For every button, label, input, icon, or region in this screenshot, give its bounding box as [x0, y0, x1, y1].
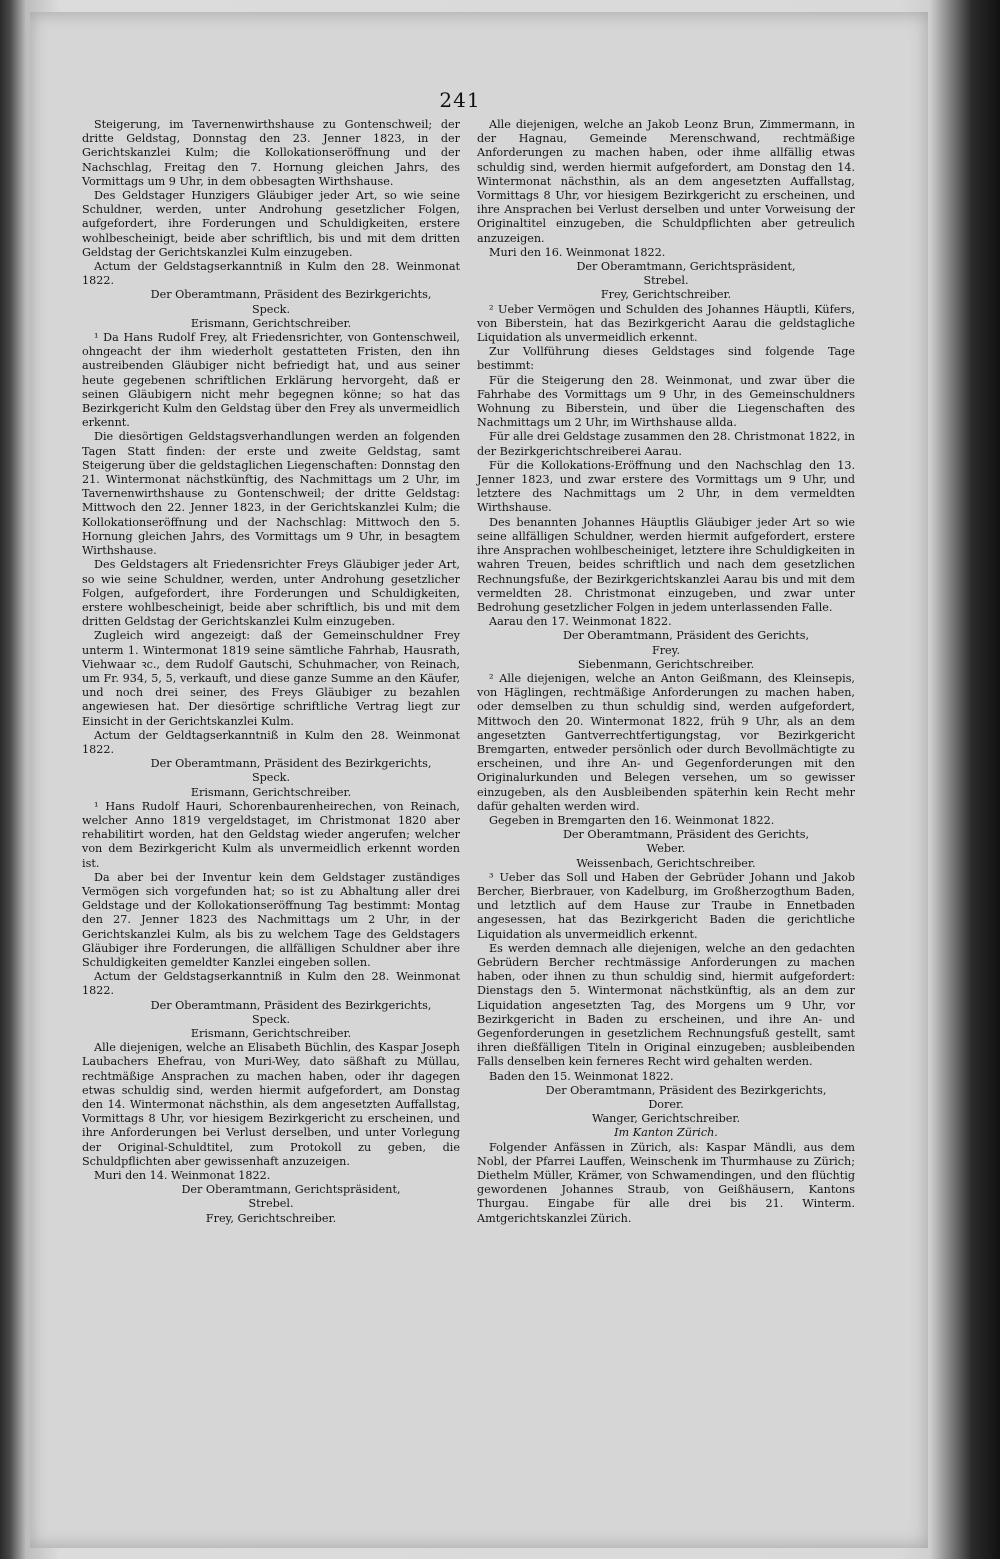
left-column-dateline: Actum der Geldtagserkanntniß in Kulm den 28. Weinmonat 1822. [82, 728, 460, 756]
left-column-para: Die diesörtigen Geldstagsverhandlungen werden an folgenden Tagen Statt finden: der erste und zweite Geldstag, samt Steigerung über die geldstaglichen Liegenschaften: Donnstag den 21. Wintermonat nächstkünftig, des Nachmittags um 2 Uhr, im Tavernenwirthshause zu Gontenschweil; der dritte Geldstag: Mittwoch den 22. Jenner 1823, in der Gerichtskanzlei Kulm; die Kollokationseröffnung und der Nachschlag: Mittwoch den 5. Hornung gleichen Jahrs, des Vormittags um 9 Uhr, in besagtem Wirthshause. [82, 430, 460, 558]
right-column-heading: Im Kanton Zürich. [614, 1126, 718, 1140]
left-column-para: Zugleich wird angezeigt: daß der Gemeinschuldner Frey unterm 1. Wintermonat 1819 seine sämtliche Fahrhab, Hausrath, Viehwaar ꝛc., dem Rudolf Gautschi, Schuhmacher, von Reinach, um Fr. 934, 5, 5, verkauft, und diese ganze Summe an den Käufer, und noch drei seiner, des Freys Gläubiger zu bezahlen angewiesen hat. Der diesörtige schriftliche Vertrag liegt zur Einsicht in der Gerichtskanzlei Kulm. [82, 629, 460, 728]
right-column-signL: Der Oberamtmann, Gerichtspräsident, [576, 260, 796, 274]
right-column-para: Folgender Anfässen in Zürich, als: Kaspar Mändli, aus dem Nobl, der Pfarrei Lauffen, Weinschenk im Thurmhause zu Zürich; Diethelm Müller, Krämer, von Schwamendingen, und den flüchtig gewordenen Johannes Straub, von Geißhäusern, Kantons Thurgau. Eingabe für alle drei bis 21. Winterm. Amtgerichtskanzlei Zürich. [477, 1140, 855, 1225]
left-column-dateline: Actum der Geldstagserkanntniß in Kulm den 28. Weinmonat 1822. [82, 260, 460, 288]
right-column-sign: Frey. [651, 643, 681, 657]
right-column-para: Für die Kollokations-Eröffnung und den Nachschlag den 13. Jenner 1823, und zwar erstere des Vormittags um 9 Uhr, und letztere des Nachmittags um 2 Uhr, in dem vermeldten Wirthshause. [477, 458, 855, 515]
right-column-para: Für alle drei Geldstage zusammen den 28. Christmonat 1822, in der Bezirkgerichtschreiberei Aarau. [477, 430, 855, 458]
right-column-sign: Frey, Gerichtschreiber. [600, 288, 732, 302]
left-column-sign: Strebel. [248, 1197, 294, 1211]
right-column-dateline: Baden den 15. Weinmonat 1822. [489, 1069, 674, 1083]
left-column-para: Da aber bei der Inventur kein dem Geldstager zuständiges Vermögen sich vorgefunden hat; so ist zu Abhaltung aller drei Geldstage und der Kollokationseröffnung Tag bestimmt: Montag den 27. Jenner 1823 des Nachmittags um 2 Uhr, in der Gerichtskanzlei Kulm, als bis zu welchem Tage des Geldstagers Gläubiger ihre Forderungen, die allfälligen Schuldner aber ihre Schuldigkeiten gemeldter Kanzlei eingeben sollen. [82, 870, 460, 969]
left-column [82, 118, 460, 1226]
right-column-dateline: Gegeben in Bremgarten den 16. Weinmonat 1822. [489, 813, 775, 827]
right-column-signL: Der Oberamtmann, Präsident des Bezirkgerichts, [545, 1083, 827, 1097]
right-column-para: Alle diejenigen, welche an Jakob Leonz Brun, Zimmermann, in der Hagnau, Gemeinde Merenschwand, rechtmäßige Anforderungen zu machen haben, oder ihme allfällig etwas schuldig sind, werden hiermit aufgefordert, am Donstag den 14. Wintermonat nächsthin, als an dem angesetzten Auffallstag, Vormittags 8 Uhr, vor hiesigem Bezirkgericht zu erscheinen, und ihre Ansprachen bei Verlust derselben und unter Vorweisung der Originaltitel einzugeben, die Schuldpflichten aber getreulich anzuzeigen. [477, 118, 855, 245]
right-column-para: Zur Vollführung dieses Geldstages sind folgende Tage bestimmt: [477, 345, 855, 373]
left-column-para: Alle diejenigen, welche an Elisabeth Büchlin, des Kaspar Joseph Laubachers Ehefrau, von Muri-Wey, dato säßhaft zu Müllau, rechtmäßige Ansprachen zu machen haben, oder ihr dagegen etwas schuldig sind, werden hiermit aufgefordert, am Donstag den 14. Wintermonat nächsthin, als dem angesetzten Auffallstag, Vormittags 8 Uhr, vor hiesigem Bezirkgericht zu erscheinen, und ihre Anforderungen bei Verlust derselben, und unter Vorlegung der Original-Schuldtitel, zum Protokoll zu geben, die Schuldpflichten aber gewissenhaft anzuzeigen. [82, 1041, 460, 1168]
left-column-para: Steigerung, im Tavernenwirthshause zu Gontenschweil; der dritte Geldstag, Donnstag den 23. Jenner 1823, in der Gerichtskanzlei Kulm; die Kollokationseröffnung und der Nachschlag, Freitag den 7. Hornung gleichen Jahrs, des Vormittags um 9 Uhr, in dem obbesagten Wirthshause. [82, 118, 460, 188]
left-column-signL: Der Oberamtmann, Präsident des Bezirkgerichts, [150, 288, 432, 302]
right-column-sign: Strebel. [643, 274, 689, 288]
left-column-para: ¹ Hans Rudolf Hauri, Schorenbaurenheirechen, von Reinach, welcher Anno 1819 vergeldstaget, im Christmonat 1820 aber rehabilitirt worden, hat den Geldstag wieder angerufen; welcher von dem Bezirkgericht Kulm als unvermeidlich erkennt worden ist. [82, 799, 460, 870]
left-column-sign: Speck. [251, 1012, 291, 1026]
left-column-sign: Erismann, Gerichtschreiber. [190, 1027, 352, 1040]
left-column-sign: Erismann, Gerichtschreiber. [190, 316, 352, 330]
right-column-para: ² Alle diejenigen, welche an Anton Geißmann, des Kleinsepis, von Häglingen, rechtmäßige Anforderungen zu machen haben, oder demselben zu thun schuldig sind, werden aufgefordert, Mittwoch den 20. Wintermonat 1822, früh 9 Uhr, als an dem angesetzten Gantverrechtfertigungstag, vor Bezirkgericht Bremgarten, entweder persönlich oder durch Bevollmächtigte zu erscheinen, und ihre An- und Gegenforderungen mit den Originalurkunden und Belegen versehen, um so gewisser einzugeben, als den Ausbleibenden späterhin kein Recht mehr dafür gehalten werden wird. [477, 671, 855, 813]
right-column-sign: Wanger, Gerichtschreiber. [591, 1112, 741, 1126]
left-column-sign: Frey, Gerichtschreiber. [205, 1211, 337, 1225]
left-column-sign: Erismann, Gerichtschreiber. [190, 785, 352, 799]
left-column-dateline: Actum der Geldstagserkanntniß in Kulm den 28. Weinmonat 1822. [82, 970, 460, 998]
right-column-signL: Der Oberamtmann, Präsident des Gerichts, [562, 828, 810, 842]
left-column-dateline: Muri den 14. Weinmonat 1822. [94, 1169, 271, 1183]
right-column-signL: Der Oberamtmann, Präsident des Gerichts, [562, 629, 810, 643]
right-column-sign: Dorer. [648, 1098, 684, 1112]
right-column-sign: Weissenbach, Gerichtschreiber. [576, 856, 756, 870]
left-column-sign: Speck. [251, 302, 291, 316]
right-column-sign: Weber. [646, 842, 686, 856]
left-column-signL: Der Oberamtmann, Gerichtspräsident, [181, 1183, 401, 1197]
left-column-para: Des Geldstagers alt Friedensrichter Freys Gläubiger jeder Art, so wie seine Schuldner, werden, unter Androhung gesetzlicher Folgen, aufgefordert, ihre Forderungen und Schuldigkeiten, erstere wohlbescheinigt, beide aber schriftlich, bis und mit dem dritten Geldstag der Gerichtskanzlei Kulm einzugeben. [82, 558, 460, 629]
page-number: 241 [439, 88, 481, 112]
right-column-para: Es werden demnach alle diejenigen, welche an den gedachten Gebrüdern Bercher rechtmässige Anforderungen zu machen haben, oder ihnen zu thun schuldig sind, hiermit aufgefordert: Dienstags den 5. Wintermonat nächstkünftig, als an dem zur Liquidation angesetzten Tag, des Morgens um 9 Uhr, vor Bezirkgericht in Baden zu erscheinen, und ihre An- und Gegenforderungen in gesetzlichem Rechnungsfuß gestellt, samt ihren dießfälligen Titeln in Original einzugeben; ausbleibenden Falls denselben kein ferneres Recht wird gehalten werden. [477, 941, 855, 1069]
right-column-sign: Siebenmann, Gerichtschreiber. [577, 657, 755, 671]
left-column-signL: Der Oberamtmann, Präsident des Bezirkgerichts, [150, 998, 432, 1012]
right-column-para: ² Ueber Vermögen und Schulden des Johannes Häuptli, Küfers, von Biberstein, hat das Bezirkgericht Aarau die geldstagliche Liquidation als unvermeidlich erkennt. [477, 302, 855, 345]
right-column-para: ³ Ueber das Soll und Haben der Gebrüder Johann und Jakob Bercher, Bierbrauer, von Kadelburg, im Großherzogthum Baden, und letztlich auf dem Hause zur Traube in Ennetbaden angesessen, hat das Bezirkgericht Baden die gerichtliche Liquidation als unvermeidlich erkennt. [477, 870, 855, 941]
right-column-dateline: Aarau den 17. Weinmonat 1822. [489, 615, 672, 629]
left-column-para: ¹ Da Hans Rudolf Frey, alt Friedensrichter, von Gontenschweil, ohngeacht der ihm wiederholt gestatteten Fristen, den ihn austreibenden Gläubiger nicht befriedigt hat, und aus seiner heute gegebenen schriftlichen Erklärung hervorgeht, daß er seinen Gläubigern nicht mehr begegnen könne; so hat das Bezirkgericht Kulm den Geldstag über den Frey als unvermeidlich erkennt. [82, 331, 460, 430]
left-column-signL: Der Oberamtmann, Präsident des Bezirkgerichts, [150, 757, 432, 771]
right-column-dateline: Muri den 16. Weinmonat 1822. [489, 245, 666, 259]
right-column [477, 118, 855, 1226]
right-column-para: Des benannten Johannes Häuptlis Gläubiger jeder Art so wie seine allfälligen Schuldner, werden hiermit aufgefordert, erstere ihre Ansprachen wohlbescheiniget, letztere ihre Schuldigkeiten in wahren Treuen, beides schriftlich und nach dem gesetzlichen Rechnungsfuße, der Bezirkgerichtskanzlei Aarau bis und mit dem vermeldten 28. Christmonat einzugeben, und zwar unter Bedrohung gesetzlicher Folgen in jedem unterlassenden Falle. [477, 515, 855, 614]
right-column-para: Für die Steigerung den 28. Weinmonat, und zwar über die Fahrhabe des Vormittags um 9 Uhr, in des Gemeinschuldners Wohnung zu Biberstein, und über die Liegenschaften des Nachmittags um 2 Uhr, im Wirthshause allda. [477, 373, 855, 430]
left-column-sign: Speck. [251, 771, 291, 785]
left-column-para: Des Geldstager Hunzigers Gläubiger jeder Art, so wie seine Schuldner, werden, unter Androhung gesetzlicher Folgen, aufgefordert, ihre Forderungen und Schuldigkeiten, erstere wohlbescheinigt, beide aber schriftlich, bis und mit dem dritten Geldstag der Gerichtskanzlei Kulm einzugeben. [82, 189, 460, 259]
